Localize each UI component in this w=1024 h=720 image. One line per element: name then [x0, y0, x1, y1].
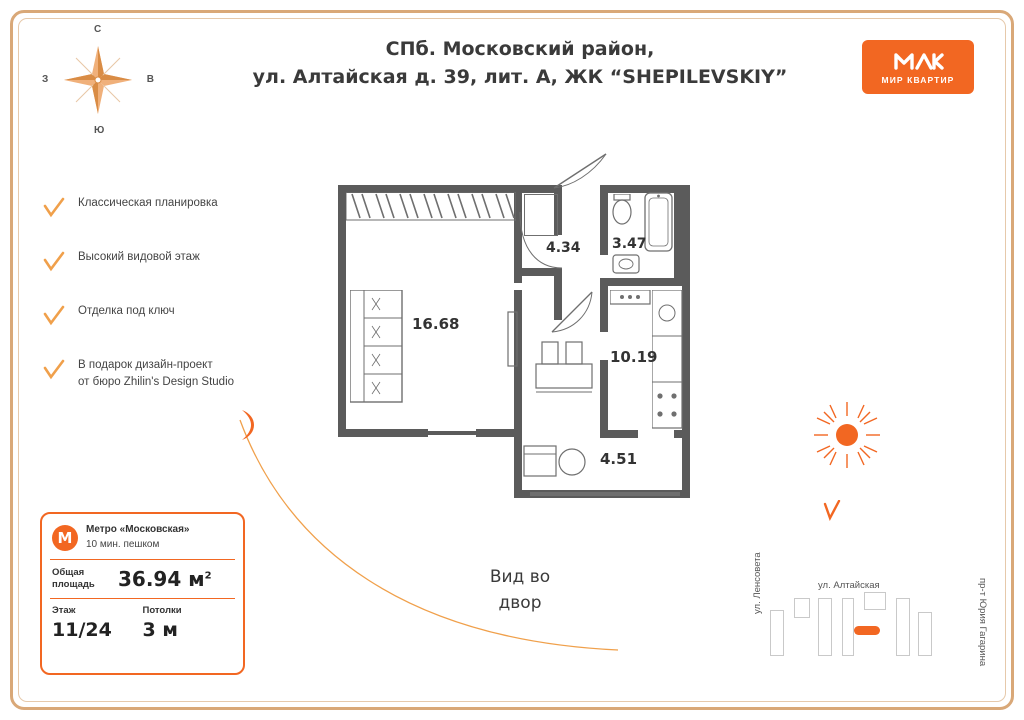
map-building — [896, 598, 910, 656]
view-line-1: Вид во — [489, 567, 551, 587]
door-arc-hall — [518, 210, 566, 272]
view-line-2: двор — [498, 592, 542, 613]
metro-walk-label: 10 мин. пешком — [86, 538, 160, 550]
check-icon — [42, 251, 66, 275]
title-line-1: СПб. Московский район, — [385, 38, 655, 60]
room-area-bathroom: 3.47 — [612, 236, 647, 252]
ceiling-label: Потолки — [142, 605, 182, 616]
window-living-bottom — [400, 431, 482, 435]
title-line-2: ул. Алтайская д. 39, лит. А, ЖК “SHEPILEVSKIY” — [252, 65, 788, 88]
compass-icon — [44, 26, 152, 134]
floor-cell — [52, 605, 143, 641]
wall-living-left — [338, 185, 346, 437]
room-area-hallway: 4.34 — [546, 240, 581, 256]
compass-north-label: С — [94, 24, 102, 35]
crescent-icon — [240, 408, 264, 447]
feature-label-2: Отделка под ключ — [78, 305, 175, 317]
metro-row — [42, 514, 243, 559]
kitchen-stove-icon — [610, 290, 652, 306]
total-area-row — [42, 560, 243, 598]
map-building — [864, 592, 886, 610]
ceiling-value: 3 м — [142, 619, 178, 641]
feature-item-0 — [42, 195, 282, 249]
wall-kitchen-left-lower — [600, 360, 608, 438]
street-lensoveta-label: ул. Ленсовета — [752, 552, 763, 614]
toilet-icon — [610, 194, 636, 232]
compass-west-label: З — [42, 74, 49, 85]
metro-station-label: Метро «Московская» — [86, 524, 190, 535]
ceiling-cell — [143, 605, 234, 641]
door-leaf-icon — [506, 310, 522, 368]
dining-table-icon — [532, 330, 596, 402]
floor-label: Этаж — [52, 605, 76, 616]
room-area-kitchen: 10.19 — [610, 348, 658, 366]
area-value: 36.94 — [118, 567, 182, 591]
floor-value: 11/24 — [52, 619, 112, 641]
wall-loggia-right — [682, 436, 690, 498]
feature-label-0: Классическая планировка — [78, 197, 218, 209]
brand-logo-text: МИР КВАРТИР — [881, 74, 955, 85]
room-area-loggia: 4.51 — [600, 450, 638, 468]
window-loggia — [530, 492, 680, 496]
avenue-gagarina-label: пр-т Юрия Гагарина — [977, 578, 988, 667]
sun-icon — [812, 400, 882, 470]
compass-rose — [44, 26, 152, 134]
mini-map — [760, 590, 980, 680]
compass-east-label: В — [146, 74, 154, 85]
arc-tick-icon — [822, 500, 842, 527]
compass-south-label: Ю — [94, 125, 105, 136]
area-unit-sup: 2 — [204, 570, 212, 582]
feature-list — [42, 195, 282, 411]
wall-kitchen-left-upper — [600, 286, 608, 332]
page-title — [250, 36, 790, 91]
apartment-info-card — [40, 512, 245, 675]
check-icon — [42, 305, 66, 329]
area-unit: м — [188, 567, 205, 591]
door-arc-kitchen — [550, 290, 596, 334]
wall-kitchen-bottom-left — [600, 430, 638, 438]
feature-label-3: В подарок дизайн-проект — [78, 359, 213, 371]
map-building — [818, 598, 832, 656]
area-label-line2: площадь — [52, 579, 95, 590]
wall-bath-left — [600, 185, 608, 255]
wall-bath-bottom — [600, 278, 682, 286]
map-building — [918, 612, 932, 656]
wall-loggia-left — [514, 436, 522, 498]
check-icon — [42, 197, 66, 221]
map-marker-target — [854, 626, 880, 635]
area-label-line1: Общая — [52, 567, 85, 579]
street-altayskaya-label: ул. Алтайская — [818, 580, 880, 591]
sofa-icon — [350, 290, 406, 405]
bathtub-icon — [644, 192, 676, 254]
view-direction-text — [430, 565, 610, 616]
metro-icon: M — [52, 525, 78, 551]
armchair-icon — [522, 442, 592, 486]
feature-label-3-line2: от бюро Zhilin's Design Studio — [78, 376, 235, 389]
map-building — [842, 598, 854, 656]
floor-plan-drawing — [300, 150, 770, 530]
room-area-living: 16.68 — [412, 315, 460, 333]
brand-logo[interactable] — [862, 40, 974, 94]
sink-icon — [612, 254, 640, 276]
feature-label-1: Высокий видовой этаж — [78, 251, 200, 263]
feature-item-1 — [42, 249, 282, 303]
mk-logo-icon — [892, 50, 944, 72]
check-icon — [42, 359, 66, 383]
floor-ceiling-row — [42, 599, 243, 641]
feature-item-2 — [42, 303, 282, 357]
living-room-window-hatch — [346, 192, 516, 224]
